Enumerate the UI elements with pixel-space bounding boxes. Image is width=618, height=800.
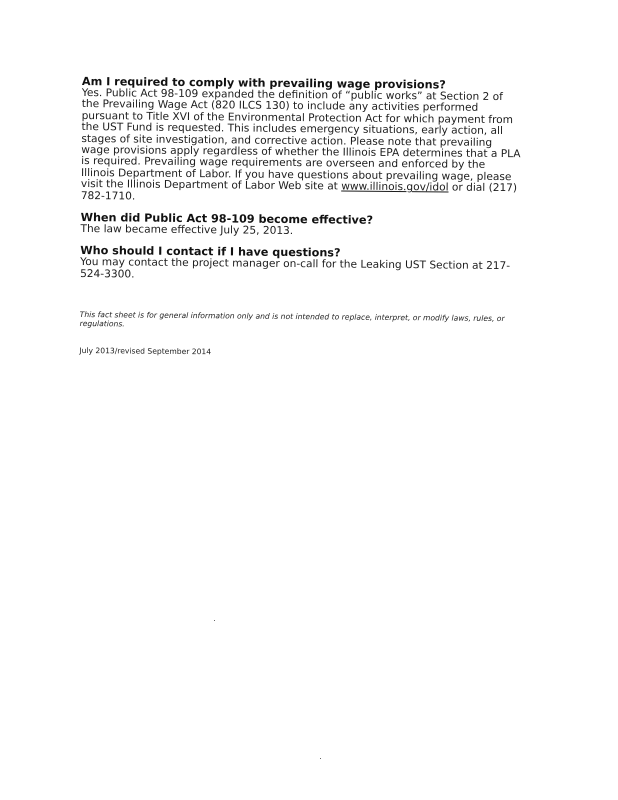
answer-text: Yes. Public Act 98-109 expanded the definition of “public works” at Section 2 of the Prevailing Wage Act (820 ILCS 130) to include any activities performed pursuant to Title XVI of the Environmental Protection Act for which payment from the UST Fund is requested. This includes emergency situations, early action, all stages of site investigation, and corrective action. Please note that prevailing wage provisions apply regardless of whether the Illinois EPA determines that a PLA is required. Prevailing wage requirements are overseen and enforced by the Illinois Department of Labor. If you have questions about prevailing wage, please visit the Illinois Department of Labor Web site at [80,86,521,193]
question-heading: Who should I contact if I have questions? [80,244,341,260]
answer-paragraph [81,88,522,206]
revision-date: July 2013/revised September 2014 [79,345,212,356]
idol-website-link[interactable]: www.illinois.gov/idol [341,180,449,194]
answer-paragraph: You may contact the project manager on-call for the Leaking UST Section at 217-524-3300. [80,256,511,281]
answer-paragraph: The law became effective July 25, 2013. [80,223,294,238]
scan-speck [214,620,215,621]
question-heading: Am I required to comply with prevailing wage provisions? [81,75,446,92]
answer-text-end: or dial (217) 782-1710. [80,181,518,203]
disclaimer-note: This fact sheet is for general information only and is not intended to replace, interpret, or modify laws, rules, or regulations. [79,310,505,329]
qa-effective-date [80,212,520,240]
scan-speck [320,758,321,759]
fact-sheet-content [79,76,522,359]
question-heading: When did Public Act 98-109 become effective? [80,211,374,227]
qa-prevailing-wage [81,76,522,206]
qa-contact [80,245,520,284]
